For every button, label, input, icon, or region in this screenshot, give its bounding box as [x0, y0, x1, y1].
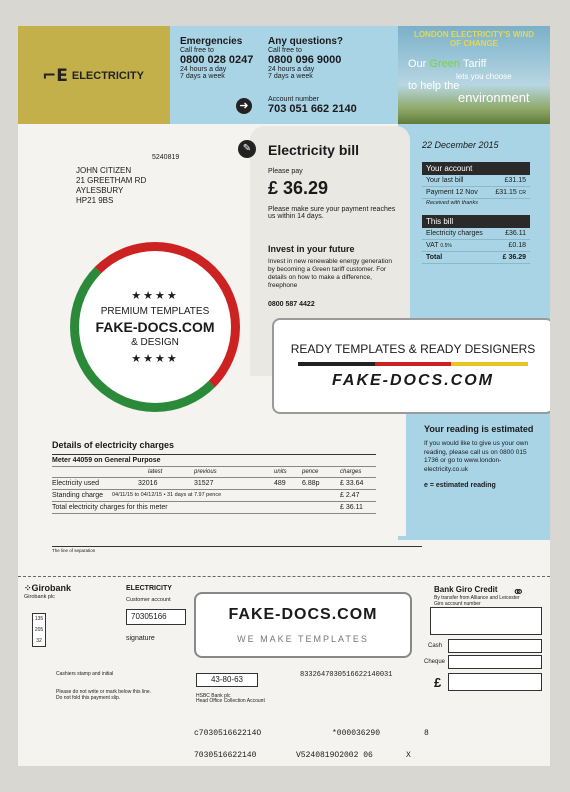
cash-label: Cash — [428, 643, 443, 649]
last-bill-row — [422, 175, 530, 187]
emergencies-hours: 24 hours a day — [180, 66, 227, 73]
promo-tariff: Tariff — [462, 58, 487, 70]
customer-address — [76, 166, 146, 206]
table-row — [52, 478, 376, 490]
stamp-line3: & DESIGN — [131, 337, 179, 348]
ocr-line1-c: 8 — [424, 729, 429, 738]
col-charges: charges — [340, 469, 362, 475]
questions-title: Any questions? — [268, 36, 344, 47]
bgc-title: Bank Giro Credit — [434, 585, 498, 594]
separation-label: The line of separation — [52, 548, 96, 553]
vat-label: VAT — [426, 242, 439, 249]
header-brand-panel — [18, 26, 170, 124]
questions-phone: 0800 096 9000 — [268, 54, 342, 66]
vat-rate: 0.5% — [440, 243, 452, 249]
used-previous: 31527 — [194, 480, 214, 487]
charges-row — [422, 228, 530, 240]
amount-due: £ 36.29 — [268, 178, 329, 198]
this-bill-header: This bill — [422, 215, 530, 228]
col-previous: previous — [194, 469, 217, 475]
bill-page — [18, 26, 550, 766]
total-label: Total — [426, 254, 443, 261]
watermark-badge — [194, 592, 412, 658]
promo-headline: LONDON ELECTRICITY'S WIND OF CHANGE — [413, 30, 535, 48]
customer-postcode: HP21 9BS — [76, 196, 114, 205]
payment-credit-flag: CR — [518, 190, 526, 196]
bill-title: Electricity bill — [268, 142, 360, 158]
last-bill-value: £31.15 — [504, 177, 526, 184]
table-row — [52, 490, 376, 502]
stamp-stars-top: ★★★★ — [131, 290, 179, 302]
reading-title: Your reading is estimated — [424, 424, 534, 434]
girobank-name: Girobank — [31, 583, 72, 593]
badge-line1: FAKE-DOCS.COM — [228, 606, 378, 623]
cheque-box — [448, 655, 542, 669]
girobank-sub: Girobank plc — [24, 594, 55, 600]
table-header-row — [52, 467, 376, 478]
promo-line2: lets you choose — [456, 72, 512, 81]
reading-key: e = estimated reading — [424, 482, 496, 489]
questions-days: 7 days a week — [268, 73, 313, 80]
girobank-logo — [24, 583, 71, 594]
bgc-logo-icon: ⚭ — [512, 584, 525, 601]
brand-logo — [42, 66, 144, 86]
emergencies-call-label: Call free to — [180, 47, 214, 54]
no-fold-note: Do not fold this payment slip. — [56, 695, 121, 701]
account-summary — [422, 162, 530, 264]
invest-title: Invest in your future — [268, 244, 355, 254]
ocr-line1-b: *000036290 — [332, 729, 381, 738]
header-contact-panel — [170, 26, 398, 124]
bgc-subtitle: By transfer from Alliance and Leicester Giro account number — [434, 595, 520, 607]
customer-ref: 5240819 — [152, 154, 180, 161]
your-account-header: Your account — [422, 162, 530, 175]
giro-brand: ELECTRICITY — [126, 585, 172, 592]
col-pence: pence — [302, 469, 319, 475]
green-tariff-promo — [398, 26, 550, 124]
girobank-icon: ⁘ — [24, 583, 32, 593]
customer-address-line1: 21 GREETHAM RD — [76, 176, 147, 185]
signature-label: signature — [126, 635, 155, 642]
emergencies-phone: 0800 028 0247 — [180, 54, 254, 66]
please-pay-label: Please pay — [268, 168, 303, 175]
stamp-stars-bottom: ★★★★ — [131, 353, 179, 365]
hsbc-line1: HSBC Bank plc — [196, 693, 231, 699]
charges-value: £36.11 — [505, 230, 526, 237]
vat-row — [422, 240, 530, 252]
pound-sign: £ — [434, 675, 442, 690]
vat-value: £0.18 — [508, 242, 526, 249]
arrow-right-icon: ➜ — [236, 98, 252, 114]
charges-table — [52, 440, 376, 514]
table-total-row — [52, 502, 376, 514]
total-row — [422, 252, 530, 264]
meter-total-charge: £ 36.11 — [340, 504, 363, 511]
bgc-account-box — [430, 607, 542, 635]
customer-address-line2: AYLESBURY — [76, 186, 124, 195]
bill-icon: ✎ — [238, 140, 256, 158]
no-write-note: Please do not write or mark below this line. — [56, 689, 152, 695]
payment-note: Please make sure your payment reaches us within 14 days. — [268, 206, 396, 220]
promo-line4: environment — [458, 90, 530, 105]
questions-call-label: Call free to — [268, 47, 302, 54]
brand-name: ELECTRICITY — [71, 70, 144, 82]
customer-account-number: 70305166 — [126, 609, 186, 625]
used-latest: 32016 — [138, 480, 158, 487]
cashier-label: Cashiers stamp and initial — [56, 671, 114, 677]
banner-flag-stripe — [298, 362, 528, 366]
giro-num-135: 135 — [34, 616, 44, 622]
promo-line3: to help the — [408, 80, 460, 92]
invest-text: Invest in new renewable energy generation by becoming a Green tariff customer. For details on how to make a difference, freephone — [268, 258, 392, 289]
badge-line2: WE MAKE TEMPLATES — [237, 634, 369, 644]
ocr-line2-b: V5240819O2002 06 — [296, 751, 373, 760]
questions-hours: 24 hours a day — [268, 66, 315, 73]
reading-notice — [424, 424, 534, 489]
charges-label: Electricity charges — [426, 230, 483, 237]
received-note: Received with thanks — [426, 200, 478, 206]
promo-green: Green — [429, 58, 460, 70]
emergencies-title: Emergencies — [180, 36, 243, 47]
used-charge: £ 33.64 — [340, 480, 364, 487]
sort-code: 43-80-63 — [196, 673, 258, 687]
giro-num-32: 32 — [36, 638, 42, 644]
payment-value: £31.15 — [495, 189, 517, 196]
cash-box — [448, 639, 542, 653]
used-label: Electricity used — [52, 480, 100, 487]
col-latest: latest — [148, 469, 163, 475]
payment-label: Payment 12 Nov — [426, 189, 478, 196]
customer-name: JOHN CITIZEN — [76, 166, 132, 175]
bill-date: 22 December 2015 — [422, 140, 499, 150]
account-number: 703 051 662 2140 — [268, 103, 357, 115]
used-pence: 6.88p — [302, 480, 320, 487]
stamp-line2: FAKE-DOCS.COM — [95, 319, 215, 335]
meter-total-label: Total electricity charges for this meter — [52, 504, 168, 511]
last-bill-label: Your last bill — [426, 177, 464, 184]
col-units: units — [274, 469, 287, 475]
standing-charge: £ 2.47 — [340, 492, 360, 499]
used-units: 489 — [274, 480, 286, 487]
hsbc-line2: Head Office Collection Account — [196, 698, 265, 704]
customer-account-label: Customer account — [126, 597, 171, 603]
ocr-line2-a: 7030516622140 — [194, 751, 257, 760]
stamp-line1: PREMIUM TEMPLATES — [100, 306, 210, 317]
reference-code: 8332647030516622140031 — [300, 671, 393, 679]
watermark-banner — [272, 318, 550, 414]
ocr-line2-c: X — [406, 751, 411, 760]
banner-line2: FAKE-DOCS.COM — [332, 372, 494, 389]
emergencies-days: 7 days a week — [180, 73, 225, 80]
details-title: Details of electricity charges — [52, 440, 175, 450]
giro-num-205: 205 — [34, 627, 44, 633]
total-value: £ 36.29 — [502, 254, 526, 261]
promo-our: Our — [408, 58, 427, 70]
ocr-line1-a: c703051662214O — [194, 729, 262, 738]
invest-phone: 0800 587 4422 — [268, 301, 315, 308]
separator — [52, 546, 422, 547]
brand-logo-icon: ⌐E — [42, 66, 68, 86]
banner-line1: READY TEMPLATES & READY DESIGNERS — [290, 342, 536, 356]
reading-text: If you would like to give us your own reading, please call us on 0800 015 1736 or go to www.london-electricity.co.uk — [424, 440, 529, 473]
watermark-stamp — [70, 242, 240, 412]
account-number-label: Account number — [268, 96, 319, 103]
cheque-label: Cheque — [424, 659, 446, 665]
amount-box — [448, 673, 542, 691]
standing-label: Standing charge — [52, 492, 103, 499]
standing-description: 04/11/15 to 04/12/15 • 31 days at 7.97 pence — [112, 492, 222, 498]
giro-numbers-box — [32, 613, 46, 647]
payment-row — [422, 187, 530, 199]
meter-label: Meter 44059 on General Purpose — [52, 454, 376, 467]
